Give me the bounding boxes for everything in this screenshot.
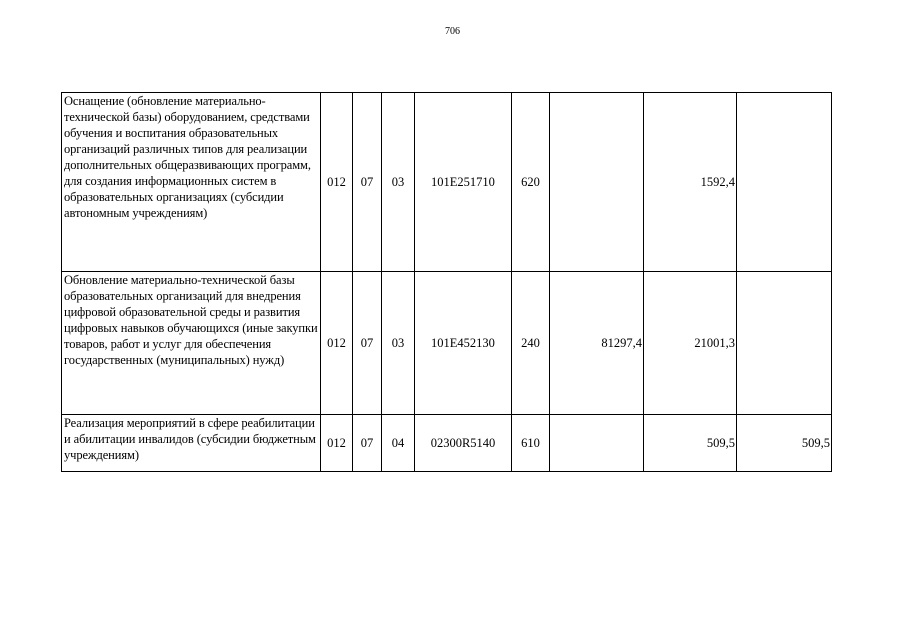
row-name-cell: Обновление материально-технической базы образовательных организаций для внедрения цифровой образовательной среды и развития цифровых навыков обучающихся (иные закупки товаров, работ и услуг для обеспечения государственных (муниципальных) нужд): [62, 272, 321, 415]
sum-2-cell: 21001,3: [644, 272, 737, 415]
table-row: [62, 93, 832, 272]
ministry-code-cell: 012: [321, 272, 353, 415]
target-article-cell: 101E251710: [415, 93, 512, 272]
subsection-code-cell: 03: [382, 272, 415, 415]
expense-type-cell: 620: [512, 93, 550, 272]
section-code-cell: 07: [353, 272, 382, 415]
sum-1-cell: [550, 93, 644, 272]
sum-1-cell: 81297,4: [550, 272, 644, 415]
budget-table: [61, 92, 832, 472]
subsection-code-cell: 04: [382, 415, 415, 472]
section-code-cell: 07: [353, 93, 382, 272]
ministry-code-cell: 012: [321, 93, 353, 272]
sum-3-cell: [737, 272, 832, 415]
expense-type-cell: 610: [512, 415, 550, 472]
row-name-cell: Оснащение (обновление материально-технической базы) оборудованием, средствами обучения и воспитания образовательных организаций различных типов для реализации дополнительных общеразвивающих программ, для создания информационных систем в образовательных организациях (субсидии автономным учреждениям): [62, 93, 321, 272]
table-row: [62, 272, 832, 415]
sum-1-cell: [550, 415, 644, 472]
table-row: [62, 415, 832, 472]
sum-2-cell: 1592,4: [644, 93, 737, 272]
ministry-code-cell: 012: [321, 415, 353, 472]
target-article-cell: 02300R5140: [415, 415, 512, 472]
section-code-cell: 07: [353, 415, 382, 472]
row-name-cell: Реализация мероприятий в сфере реабилитации и абилитации инвалидов (субсидии бюджетным учреждениям): [62, 415, 321, 472]
subsection-code-cell: 03: [382, 93, 415, 272]
sum-3-cell: [737, 93, 832, 272]
sum-2-cell: 509,5: [644, 415, 737, 472]
target-article-cell: 101E452130: [415, 272, 512, 415]
page-number: 706: [445, 26, 460, 37]
expense-type-cell: 240: [512, 272, 550, 415]
sum-3-cell: 509,5: [737, 415, 832, 472]
